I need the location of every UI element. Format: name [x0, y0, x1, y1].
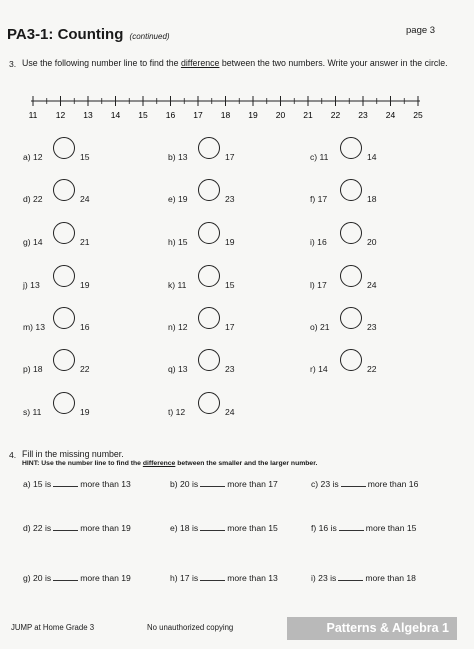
missing-number-problem: [23, 572, 131, 583]
fill-prefix: a) 15 is: [23, 479, 52, 489]
difference-problem: [23, 278, 133, 298]
problem-second-number: 19: [225, 237, 235, 247]
problem-label: i) 16: [310, 237, 327, 247]
fill-prefix: b) 20 is: [170, 479, 199, 489]
difference-problem: [168, 192, 278, 212]
fill-prefix: d) 22 is: [23, 523, 52, 533]
page-title: [7, 26, 170, 43]
difference-problem: [23, 405, 133, 425]
problem-second-number: 23: [367, 322, 377, 332]
problem-second-number: 24: [225, 407, 235, 417]
problem-label: k) 11: [168, 280, 187, 290]
footer-copyright: No unauthorized copying: [147, 623, 234, 632]
difference-problem: [310, 235, 420, 255]
problem-label: j) 13: [23, 280, 40, 290]
answer-circle[interactable]: [340, 137, 362, 159]
problem-second-number: 22: [80, 364, 90, 374]
number-line-label: 18: [220, 110, 231, 120]
fill-suffix: more than 18: [365, 573, 416, 583]
answer-blank[interactable]: [53, 522, 78, 531]
fill-suffix: more than 19: [80, 523, 131, 533]
answer-circle[interactable]: [198, 265, 220, 287]
title-note: (continued): [129, 32, 170, 41]
footer-publisher: JUMP at Home Grade 3: [11, 623, 95, 632]
problem-second-number: 19: [80, 280, 90, 290]
number-line-label: 19: [248, 110, 258, 120]
problem-second-number: 21: [80, 237, 90, 247]
problem-second-number: 23: [225, 364, 235, 374]
answer-blank[interactable]: [53, 572, 78, 581]
number-line-label: 17: [193, 110, 203, 120]
fill-prefix: i) 23 is: [311, 573, 337, 583]
number-line-label: 11: [28, 110, 38, 120]
difference-problem: [168, 362, 278, 382]
answer-circle[interactable]: [340, 307, 362, 329]
number-line-label: 22: [330, 110, 341, 120]
q4-hint-pre: HINT: Use the number line to find the: [22, 460, 143, 467]
question-3-instructions: [22, 57, 462, 70]
problem-label: g) 14: [23, 237, 43, 247]
page-number: page 3: [406, 25, 436, 36]
title-text: PA3-1: Counting: [7, 26, 124, 43]
fill-suffix: more than 13: [227, 573, 278, 583]
problem-label: n) 12: [168, 322, 188, 332]
missing-number-problem: [311, 522, 416, 533]
answer-blank[interactable]: [338, 572, 363, 581]
answer-blank[interactable]: [200, 572, 225, 581]
problem-second-number: 23: [225, 194, 235, 204]
answer-blank[interactable]: [200, 522, 225, 531]
section-banner: Patterns & Algebra 1: [287, 617, 457, 640]
answer-circle[interactable]: [198, 392, 220, 414]
answer-circle[interactable]: [340, 222, 362, 244]
problem-label: a) 12: [23, 152, 43, 162]
answer-circle[interactable]: [53, 349, 75, 371]
q3-text-post: between the two numbers. Write your answer in the circle.: [219, 58, 448, 68]
difference-problem: [168, 405, 278, 425]
missing-number-problem: [311, 478, 418, 489]
problem-second-number: 15: [80, 152, 90, 162]
difference-problem: [168, 150, 278, 170]
q3-text-pre: Use the following number line to find the: [22, 58, 181, 68]
problem-label: t) 12: [168, 407, 186, 417]
problem-label: f) 17: [310, 194, 328, 204]
fill-suffix: more than 15: [227, 523, 278, 533]
question-4-number: 4.: [9, 450, 17, 460]
problem-label: o) 21: [310, 322, 330, 332]
problem-label: l) 17: [310, 280, 327, 290]
problem-label: d) 22: [23, 194, 43, 204]
difference-problem: [310, 362, 420, 382]
fill-suffix: more than 15: [365, 523, 417, 533]
problem-second-number: 17: [225, 152, 235, 162]
missing-number-problem: [170, 572, 278, 583]
problem-label: m) 13: [23, 322, 45, 332]
problem-second-number: 22: [367, 364, 377, 374]
answer-circle[interactable]: [198, 222, 220, 244]
fill-prefix: c) 23 is: [311, 479, 339, 489]
answer-blank[interactable]: [341, 478, 366, 487]
problem-label: s) 11: [23, 407, 42, 417]
answer-circle[interactable]: [198, 307, 220, 329]
fill-prefix: h) 17 is: [170, 573, 199, 583]
problem-label: p) 18: [23, 364, 43, 374]
answer-circle[interactable]: [53, 307, 75, 329]
number-line-label: 13: [83, 110, 93, 120]
difference-problem: [23, 320, 133, 340]
difference-problem: [23, 235, 133, 255]
number-line-label: 24: [385, 110, 396, 120]
fill-suffix: more than 19: [80, 573, 131, 583]
difference-problem: [310, 150, 420, 170]
difference-problem: [23, 362, 133, 382]
difference-problem: [168, 235, 278, 255]
answer-circle[interactable]: [53, 179, 75, 201]
fill-prefix: e) 18 is: [170, 523, 199, 533]
q4-hint-underlined: difference: [142, 460, 176, 467]
answer-circle[interactable]: [53, 137, 75, 159]
problem-label: h) 15: [168, 237, 188, 247]
missing-number-problem: [170, 478, 278, 489]
answer-blank[interactable]: [53, 478, 78, 487]
answer-circle[interactable]: [53, 222, 75, 244]
number-line-label: 23: [358, 110, 368, 120]
answer-circle[interactable]: [198, 179, 220, 201]
number-line-label: 15: [138, 110, 148, 120]
problem-second-number: 16: [80, 322, 90, 332]
problem-label: r) 14: [310, 364, 328, 374]
problem-label: c) 11: [310, 152, 329, 162]
problem-second-number: 14: [367, 152, 377, 162]
answer-circle[interactable]: [53, 392, 75, 414]
problem-label: b) 13: [168, 152, 188, 162]
missing-number-problem: [23, 522, 131, 533]
number-line-label: 12: [55, 110, 66, 120]
difference-problem: [168, 320, 278, 340]
problem-second-number: 18: [367, 194, 377, 204]
fill-prefix: f) 16 is: [311, 523, 337, 533]
fill-suffix: more than 17: [227, 479, 278, 489]
difference-problem: [310, 192, 420, 212]
difference-problem: [23, 192, 133, 212]
question-4-instructions: Fill in the missing number.: [22, 449, 124, 459]
fill-prefix: g) 20 is: [23, 573, 52, 583]
answer-circle[interactable]: [340, 349, 362, 371]
problem-label: q) 13: [168, 364, 188, 374]
answer-circle[interactable]: [340, 179, 362, 201]
fill-suffix: more than 13: [80, 479, 131, 489]
difference-problem: [168, 278, 278, 298]
problem-second-number: 17: [225, 322, 235, 332]
answer-circle[interactable]: [53, 265, 75, 287]
answer-blank[interactable]: [200, 478, 225, 487]
missing-number-problem: [311, 572, 416, 583]
number-line-label: 21: [303, 110, 313, 120]
number-line: [0, 84, 474, 126]
answer-circle[interactable]: [198, 349, 220, 371]
number-line-label: 25: [413, 110, 423, 120]
number-line-label: 16: [165, 110, 176, 120]
answer-blank[interactable]: [339, 522, 364, 531]
missing-number-problem: [170, 522, 278, 533]
q3-text-underlined: difference: [180, 58, 220, 68]
question-3-number: 3.: [9, 59, 17, 69]
missing-number-problem: [23, 478, 131, 489]
difference-problem: [310, 278, 420, 298]
number-line-label: 20: [275, 110, 286, 120]
problem-second-number: 24: [80, 194, 90, 204]
q4-hint-post: between the smaller and the larger number.: [175, 460, 318, 467]
problem-second-number: 20: [367, 237, 377, 247]
difference-problem: [23, 150, 133, 170]
problem-second-number: 19: [80, 407, 90, 417]
problem-second-number: 24: [367, 280, 377, 290]
problem-second-number: 15: [225, 280, 235, 290]
answer-circle[interactable]: [198, 137, 220, 159]
fill-suffix: more than 16: [367, 479, 419, 489]
question-4-hint: [22, 460, 317, 467]
number-line-label: 14: [110, 110, 121, 120]
difference-problem: [310, 320, 420, 340]
problem-label: e) 19: [168, 194, 188, 204]
answer-circle[interactable]: [340, 265, 362, 287]
